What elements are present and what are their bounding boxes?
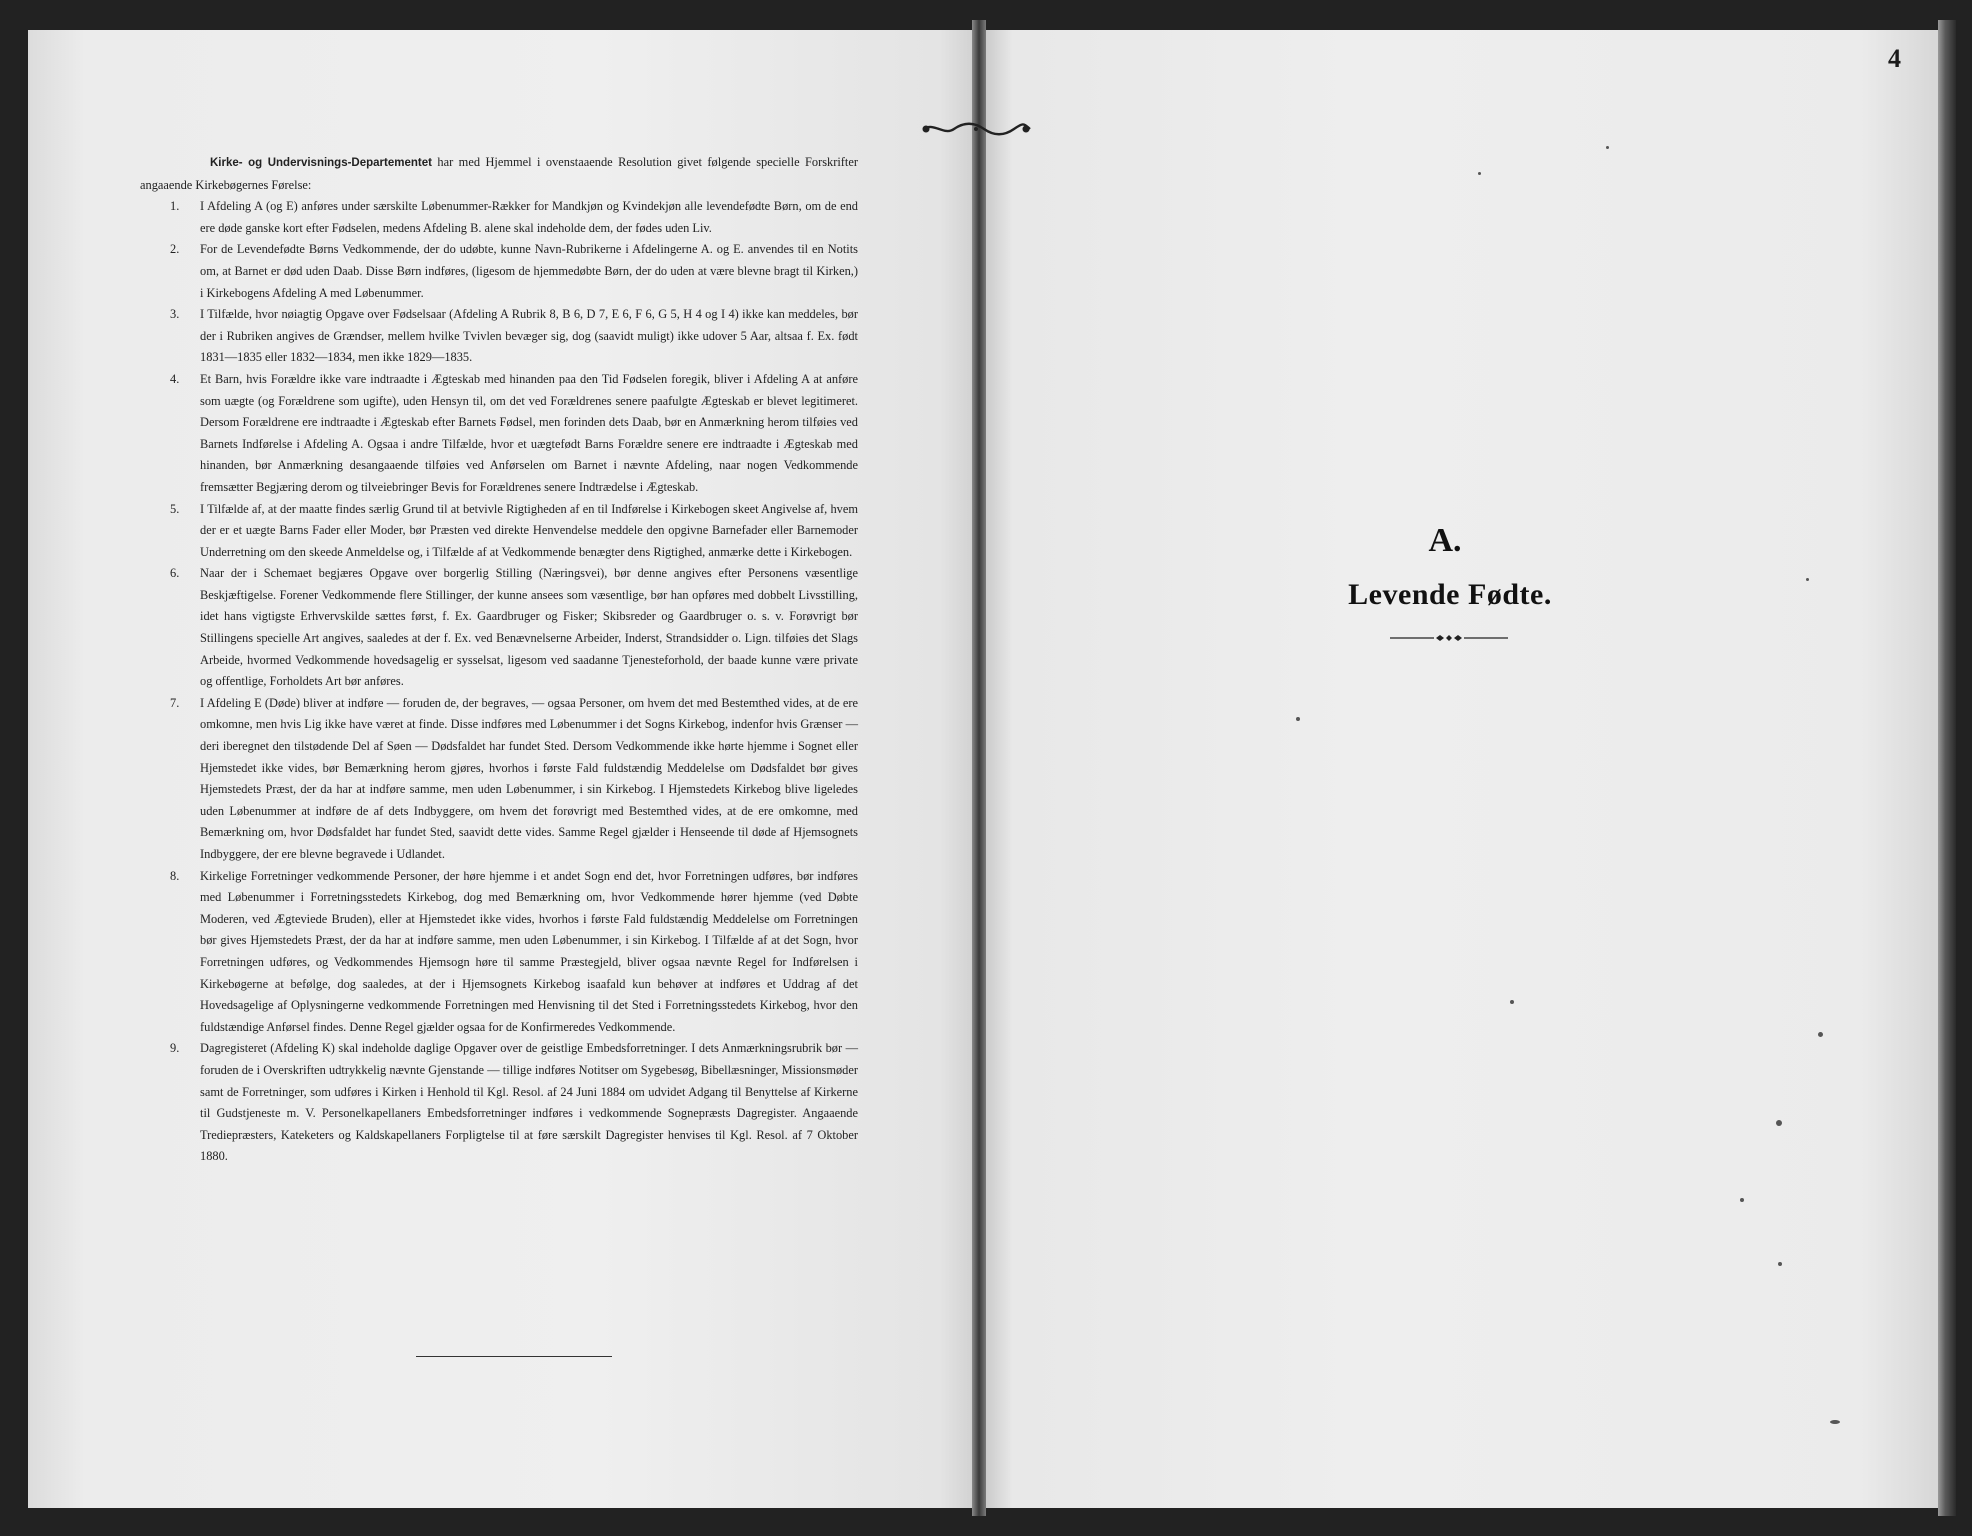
intro-paragraph: [140, 152, 858, 196]
ornament-flourish-icon: [920, 122, 1032, 136]
rule-text: I Tilfælde, hvor nøiagtig Opgave over Fødselsaar (Afdeling A Rubrik 8, B 6, D 7, E 6, F 6, G 5, H 4 og I 4) ikke kan meddeles, bør der i Rubriken angives de Grændser, mellem hvilke Tvivlen bevæger sig, dog (saavidt muligt) ikke udover 5 Aar, altsaa f. Ex. født 1831—1835 eller 1832—1834, men ikke 1829—1835.: [200, 307, 858, 365]
rule-text: I Tilfælde af, at der maatte findes særlig Grund til at betvivle Rigtigheden af en til Indførelse i Kirkebogen skeet Angivelse af, hvem der er et uægte Barns Fader eller Moder, bør Præsten ved direkte Henvendelse meddele den opgivne Barnefader eller Barnemoder Underretning om den skeede Anmeldelse og, i Tilfælde af at Vedkommende benægter dens Rigtighed, anmærke dette i Kirkebogen.: [200, 501, 858, 559]
closing-divider: [416, 1356, 612, 1357]
rule-number: 6.: [170, 566, 180, 581]
intro-text: har med Hjemmel i ovenstaaende Resolution givet følgende specielle Forskrifter angaaende Kirkebøgernes Førelse:: [140, 155, 859, 192]
list-item: [140, 693, 858, 866]
paper-speck: [1778, 1262, 1782, 1266]
rule-number: 8.: [170, 868, 180, 883]
paper-speck: [1740, 1198, 1744, 1202]
title-divider-icon: [1390, 634, 1508, 642]
paper-speck: [1830, 1420, 1840, 1424]
rule-text: Et Barn, hvis Forældre ikke vare indtraadte i Ægteskab med hinanden paa den Tid Fødselen foregik, bliver i Afdeling A at anføre som uægte (og Forældrene som ugifte), uden Hensyn til, om det ved Forældrenes senere paafulgte Ægteskab er blevet legitimeret. Dersom Forældrene ere indtraadte i Ægteskab efter Barnets Fødsel, men forinden dets Daab, bør en Anmærkning herom tilføies ved Barnets Indførelse i Afdeling A. Ogsaa i andre Tilfælde, hvor et uægtefødt Barns Forældre senere ere indtraadte i Ægteskab med hinanden, bør Anmærkning desangaaende tilføies ved Anførselen om Barnet i nævnte Afdeling, naar nogen Vedkommende fremsætter Begjæring derom og tilveiebringer Bevis for Forældrenes senere Indtrædelse i Ægteskab.: [200, 371, 858, 494]
list-item: [140, 304, 858, 369]
paper-speck: [1806, 578, 1809, 581]
rule-text: For de Levendefødte Børns Vedkommende, der do udøbte, kunne Navn-Rubrikerne i Afdelingerne A. og E. anvendes til en Notits om, at Barnet er død uden Daab. Disse Børn indføres, (ligesom de hjemmedøbte Børn, der do uden at være blevne bragt til Kirken,) i Kirkebogens Afdeling A med Løbenummer.: [200, 242, 858, 300]
rule-text: I Afdeling E (Døde) bliver at indføre — foruden de, der begraves, — ogsaa Personer, om hvem det med Bestemthed vides, at de ere omkomne, men hvis Lig ikke have været at finde. Disse indføres med Løbenummer i det Sogns Kirkebog, indenfor hvis Grænser — deri iberegnet den tilstødende Del af Søen — Dødsfaldet har fundet Sted. Dersom Vedkommende ikke hørte hjemme i Sognet eller Hjemstedet ikke vides, bør Bemærkning herom gjøres, hvorhos i første Fald fuldstændig Meddelelse om Dødsfaldet bør gives Hjemstedets Præst, der da har at indføre samme, men uden Løbenummer, i sin Kirkebog. I Hjemstedets Kirkebog blive ligeledes uden Løbenummer at indføre de af dets Indbyggere, om hvem det forøvrigt med Bestemthed vides, at de ere omkomne, med Bemærkning om, hvor Dødsfaldet har fundet Sted, saavidt dette vides. Samme Regel gjælder i Henseende til døde af Hjemsognets Indbyggere, der ere blevne begravede i Udlandet.: [200, 695, 858, 861]
list-item: [140, 196, 858, 239]
rule-number: 7.: [170, 695, 180, 710]
rule-text: Kirkelige Forretninger vedkommende Personer, der høre hjemme i et andet Sogn end det, hvor Forretningen udføres, bør indføres med Løbenummer i Forretningsstedets Kirkebog, dog med Bemærkning om, hvor Vedkommende hører hjemme (ved Døbte Moderen, ved Ægteviede Bruden), eller at Hjemstedet ikke vides, hvorhos i første Fald fuldstændig Meddelelse om Forretningen bør gives Hjemstedets Præst, der da har at indføre samme, men uden Løbenummer, i sin Kirkebog. I Tilfælde af at det Sogn, hvor Forretningen udføres, og Vedkommendes Hjemsogn høre til samme Præstegjeld, bliver ogsaa nævnte Regel for Indførelsen i Kirkebøgerne at befølge, dog saaledes, at der i Hjemsognets Kirkebog isaafald kun behøver at indføres et Uddrag af det Hovedsagelige af Oplysningerne vedkommende Forretningen med Henvisning til det Sted i Forretningsstedets Kirkebog, hvor den fuldstændige Anførsel findes. Denne Regel gjælder ogsaa for de Konfirmeredes Vedkommende.: [200, 868, 858, 1034]
department-name: Kirke- og Undervisnings-Departementet: [210, 157, 432, 169]
rule-number: 3.: [170, 307, 180, 322]
rule-text: Dagregisteret (Afdeling K) skal indeholde daglige Opgaver over de geistlige Embedsforretninger. I dets Anmærkningsrubrik bør — foruden de i Overskriften udtrykkelig nævnte Gjenstande — tillige indføres Notitser om Sygebesøg, Bibellæsninger, Missionsmøder samt de Forretninger, som udføres i Kirken i Henhold til Kgl. Resol. af 24 Juni 1884 om udvidet Adgang til Benyttelse af Kirkerne til Gudstjeneste m. V. Personelkapellaners Embedsforretninger indføres i vedkommende Sognepræsts Dagregister. Angaaende Trediepræsters, Kateketers og Kaldskapellaners Forpligtelse til at føre særskilt Dagregister henvises til Kgl. Resol. af 7 Oktober 1880.: [200, 1041, 858, 1164]
rule-number: 1.: [170, 199, 180, 214]
page-edge: [1938, 20, 1956, 1516]
right-page: [984, 30, 1938, 1508]
list-item: [140, 866, 858, 1039]
page-number: 4: [1888, 44, 1901, 73]
paper-speck: [1510, 1000, 1514, 1004]
list-item: [140, 499, 858, 564]
rules-list: [140, 196, 858, 1168]
instructions-block: [140, 152, 858, 1168]
paper-speck: [1776, 1120, 1782, 1126]
paper-speck: [1606, 146, 1609, 149]
rule-number: 9.: [170, 1041, 180, 1056]
list-item: [140, 563, 858, 693]
rule-text: I Afdeling A (og E) anføres under særskilte Løbenummer-Rækker for Mandkjøn og Kvindekjøn alle levendefødte Børn, om de end ere døde ganske kort efter Fødselen, medens Afdeling B. alene skal indeholde dem, der fødes uden Liv.: [200, 199, 858, 235]
paper-speck: [1478, 172, 1481, 175]
section-title: Levende Fødte.: [1348, 578, 1552, 611]
list-item: [140, 239, 858, 304]
rule-number: 5.: [170, 501, 180, 516]
book-gutter: [972, 20, 986, 1516]
section-letter: A.: [1428, 522, 1462, 559]
list-item: [140, 369, 858, 499]
rule-text: Naar der i Schemaet begjæres Opgave over borgerlig Stilling (Næringsvei), bør denne angives efter Personens væsentlige Beskjæftigelse. Forener Vedkommende flere Stillinger, der kunne ansees som væsentlige, bør han opføres med dobbelt Livsstilling, idet hans vigtigste Erhvervskilde sættes først, f. Ex. Gaardbruger og Fisker; Skibsreder og Gaardbruger o. s. v. Forøvrigt bør Stillingens specielle Art angives, saaledes at der f. Ex. ved Benævnelserne Arbeider, Inderst, Strandsidder o. Lign. tilføies det Slags Arbeide, hvormed Vedkommende hovedsagelig er sysselsat, ligesom ved saadanne Tjenesteforhold, der baade kunne være private og offentlige, Forholdets Art bør anføres.: [200, 566, 858, 689]
paper-speck: [1818, 1032, 1823, 1037]
paper-speck: [1296, 717, 1300, 721]
rule-number: 2.: [170, 242, 180, 257]
rule-number: 4.: [170, 371, 180, 386]
list-item: [140, 1038, 858, 1168]
